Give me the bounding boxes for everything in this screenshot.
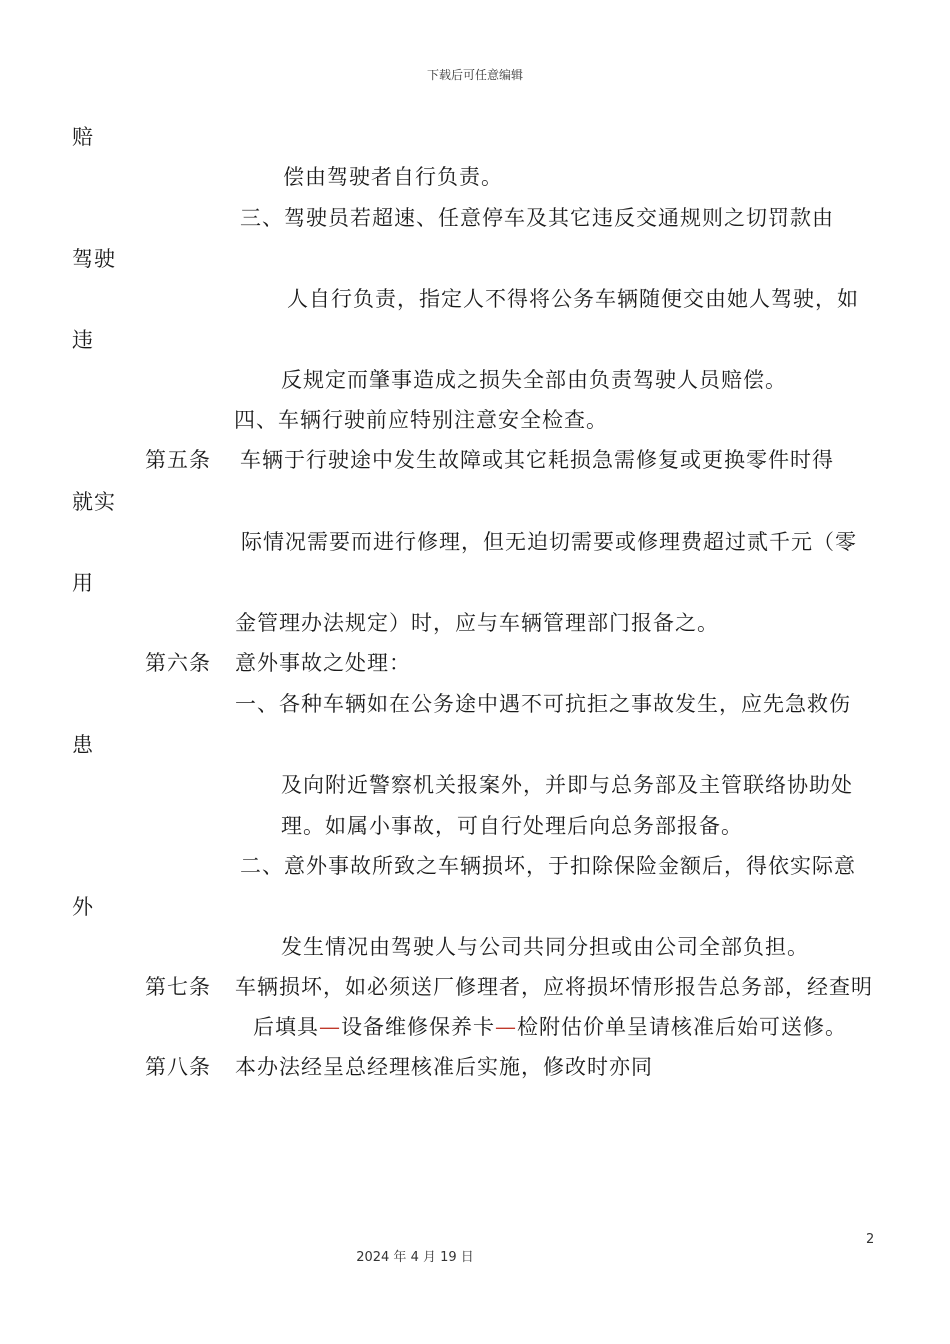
text-span: 后填具 [253, 1015, 319, 1039]
body-line: 际情况需要而进行修理，但无迫切需要或修理费超过贰千元（零 [241, 530, 857, 554]
footer-date: 2024 年 4 月 19 日 [356, 1250, 474, 1265]
body-line: 人自行负责，指定人不得将公务车辆随便交由她人驾驶，如 [287, 287, 859, 311]
page-number: 2 [866, 1232, 875, 1247]
body-line: 及向附近警察机关报案外，并即与总务部及主管联络协助处 [281, 773, 853, 797]
body-line: 三、驾驶员若超速、任意停车及其它违反交通规则之切罚款由 [240, 206, 834, 230]
body-line: 反规定而肇事造成之损失全部由负责驾驶人员赔偿。 [281, 368, 787, 392]
text-span: 检附估价单呈请核准后始可送修。 [517, 1015, 847, 1039]
body-line: 本办法经呈总经理核准后实施，修改时亦同 [235, 1055, 653, 1079]
body-line: 违 [72, 328, 94, 352]
body-line: 二、意外事故所致之车辆损坏，于扣除保险金额后，得依实际意 [240, 854, 856, 878]
body-line: 偿由驾驶者自行负责。 [283, 165, 503, 189]
article-label: 第五条 [145, 448, 211, 472]
body-line [253, 1012, 847, 1042]
article-label: 第六条 [145, 651, 211, 675]
body-line: 用 [72, 571, 94, 595]
page-header: 下载后可任意编辑 [426, 68, 523, 82]
body-line: 四、车辆行驶前应特别注意安全检查。 [234, 408, 608, 432]
red-dash: — [319, 1015, 341, 1039]
text-span: 设备维修保养卡 [341, 1015, 495, 1039]
body-line: 就实 [72, 490, 116, 514]
body-line: 外 [72, 895, 94, 919]
body-line: 理。如属小事故，可自行处理后向总务部报备。 [281, 814, 743, 838]
body-line: 金管理办法规定）时，应与车辆管理部门报备之。 [235, 611, 719, 635]
body-line: 车辆损坏，如必须送厂修理者，应将损坏情形报告总务部，经查明 [235, 975, 873, 999]
body-line: 一、各种车辆如在公务途中遇不可抗拒之事故发生，应先急救伤 [235, 692, 851, 716]
body-line: 患 [72, 733, 94, 757]
body-line: 车辆于行驶途中发生故障或其它耗损急需修复或更换零件时得 [240, 448, 834, 472]
red-dash: — [495, 1015, 517, 1039]
body-line: 赔 [72, 125, 94, 149]
body-line: 驾驶 [72, 247, 116, 271]
article-label: 第七条 [145, 975, 211, 999]
article-label: 第八条 [145, 1055, 211, 1079]
body-line: 发生情况由驾驶人与公司共同分担或由公司全部负担。 [281, 935, 809, 959]
body-line: 意外事故之处理： [235, 651, 411, 675]
